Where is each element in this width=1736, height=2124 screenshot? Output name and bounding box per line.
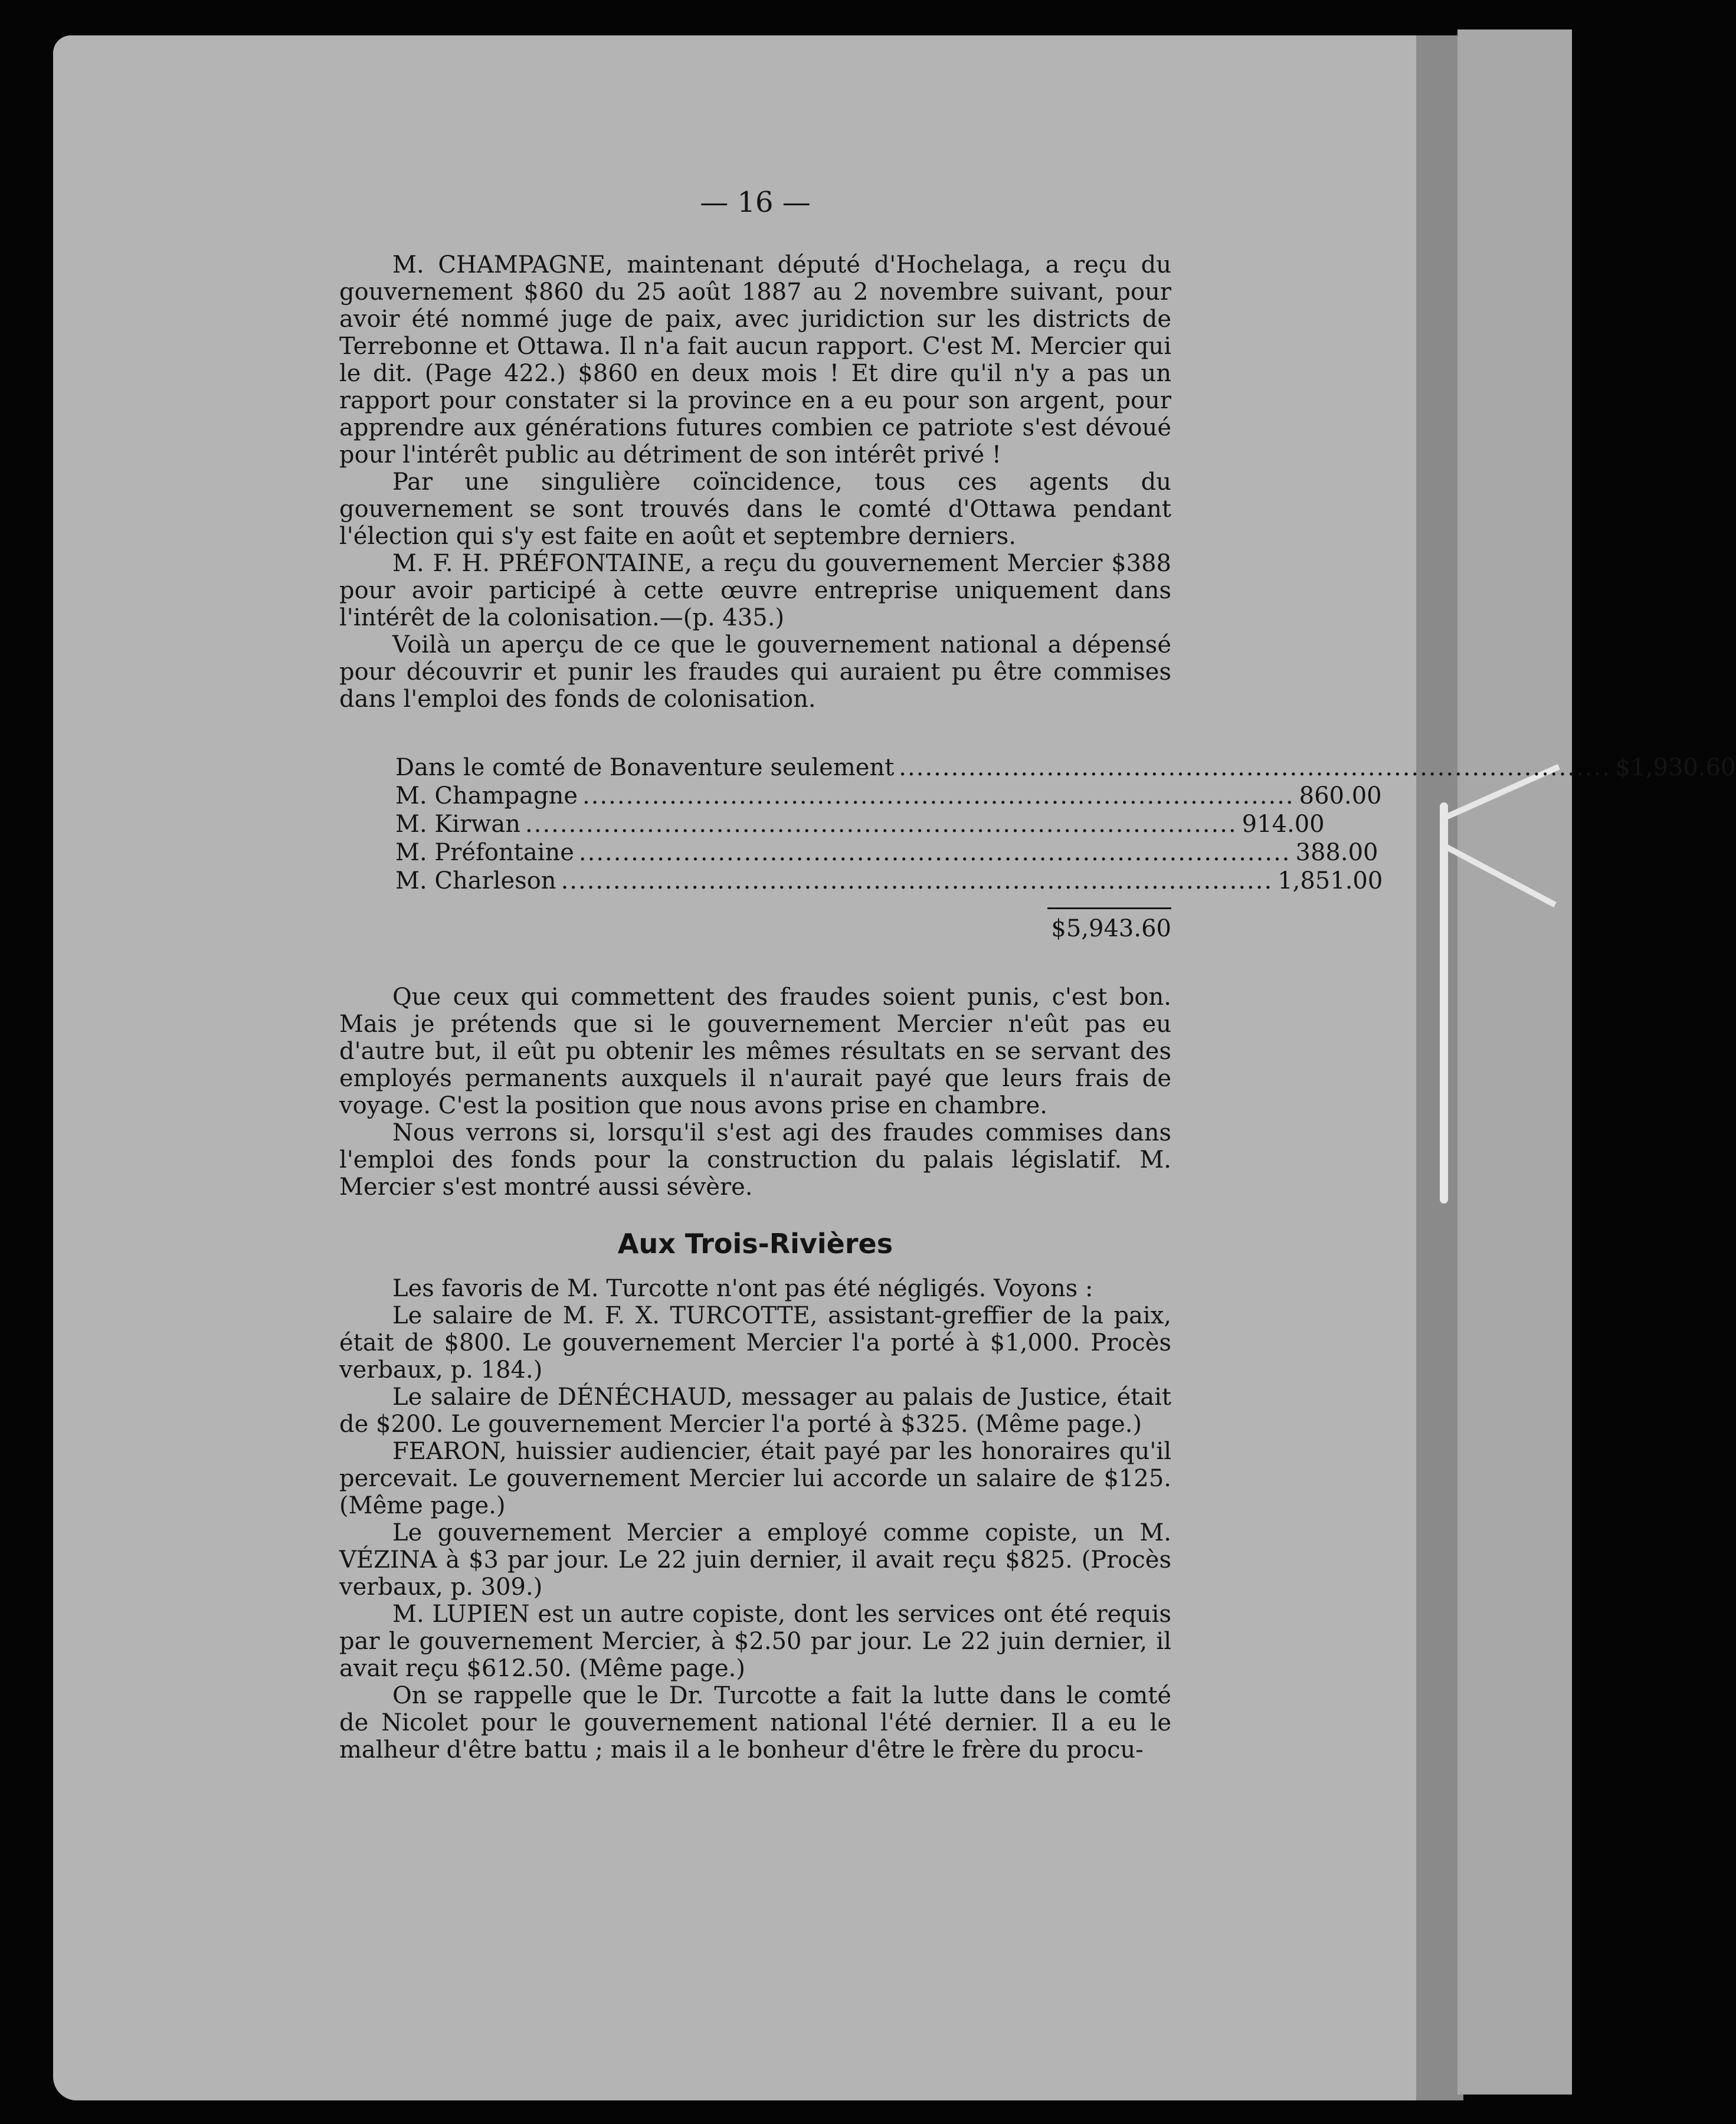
total-rule <box>1047 907 1171 909</box>
expense-row <box>395 867 1383 896</box>
expense-label: M. Champagne <box>395 782 578 809</box>
paragraph-lupien: M. LUPIEN est un autre copiste, dont les services ont été requis par le gouvernement Mercier, à $2.50 par jour. Le 22 juin dernier, il avait reçu $612.50. (Même page.) <box>339 1601 1171 1682</box>
paragraph-apercu: Voilà un aperçu de ce que le gouvernement national a dépensé pour découvrir et punir les fraudes qui auraient pu être commises dans l'emploi des fonds de colonisation. <box>339 631 1171 713</box>
expense-total: $5,943.60 <box>1051 915 1171 942</box>
leader-dots: .................................................................................. <box>525 811 1237 838</box>
expense-label: M. Charleson <box>395 867 556 894</box>
paragraph-fearon: FEARON, huissier audiencier, était payé par les honoraires qu'il percevait. Le gouvernement Mercier lui accorde un salaire de $125. (Même page.) <box>339 1438 1171 1519</box>
paragraph-prefontaine: M. F. H. PRÉFONTAINE, a reçu du gouvernement Mercier $388 pour avoir participé à cette œuvre entreprise uniquement dans l'intérêt de la colonisation.—(p. 435.) <box>339 550 1171 631</box>
expense-amount: 914.00 <box>1242 811 1325 838</box>
paragraph-denechaud: Le salaire de DÉNÉCHAUD, messager au palais de Justice, était de $200. Le gouvernement Mercier l'a porté à $325. (Même page.) <box>339 1384 1171 1438</box>
paragraph-palais: Nous verrons si, lorsqu'il s'est agi des fraudes commises dans l'emploi des fonds pour la construction du palais législatif. M. Mercier s'est montré aussi sévère. <box>339 1119 1171 1201</box>
expense-label: M. Kirwan <box>395 811 521 838</box>
expense-row <box>395 839 1378 867</box>
paragraph-vezina: Le gouvernement Mercier a employé comme copiste, un M. VÉZINA à $3 par jour. Le 22 juin dernier, il avait reçu $825. (Procès verbaux, p. 309.) <box>339 1519 1171 1601</box>
paragraph-coincidence: Par une singulière coïncidence, tous ces agents du gouvernement se sont trouvés dans le comté d'Ottawa pendant l'élection qui s'y est faite en août et septembre derniers. <box>339 468 1171 550</box>
leader-dots: .................................................................................. <box>899 754 1611 781</box>
paragraph-champagne: M. CHAMPAGNE, maintenant député d'Hochelaga, a reçu du gouvernement $860 du 25 août 1887 au 2 novembre suivant, pour avoir été nommé juge de paix, avec juridiction sur les districts de Terrebonne et Ottawa. Il n'a fait aucun rapport. C'est M. Mercier qui le dit. (Page 422.) $860 en deux mois ! Et dire qu'il n'y a pas un rapport pour constater si la province en a eu pour son argent, pour apprendre aux générations futures combien ce patriote s'est dévoué pour l'intérêt public au détriment de son intérêt privé ! <box>339 251 1171 468</box>
paragraph-fraudes: Que ceux qui commettent des fraudes soient punis, c'est bon. Mais je prétends que si le gouvernement Mercier n'eût pas eu d'autre but, il eût pu obtenir les mêmes résultats en se servant des employés permanents auxquels il n'aurait payé que leurs frais de voyage. C'est la position que nous avons prise en chambre. <box>339 984 1171 1119</box>
section-heading: Aux Trois-Rivières <box>617 1228 893 1260</box>
facing-page-edge <box>1457 30 1572 2094</box>
page-content <box>339 186 1736 1764</box>
expense-row <box>395 754 1736 782</box>
expense-table <box>339 754 1736 942</box>
expense-amount: $1,930.60 <box>1615 754 1736 781</box>
expense-label: Dans le comté de Bonaventure seulement <box>395 754 895 781</box>
paragraph-favoris: Les favoris de M. Turcotte n'ont pas été négligés. Voyons : <box>392 1275 1093 1302</box>
expense-row <box>395 782 1382 811</box>
expense-amount: 1,851.00 <box>1278 867 1383 894</box>
paragraph-nicolet: On se rappelle que le Dr. Turcotte a fait la lutte dans le comté de Nicolet pour le gouvernement national l'été dernier. Il a eu le malheur d'être battu ; mais il a le bonheur d'être le frère du procu- <box>339 1682 1171 1764</box>
leader-dots: .................................................................................. <box>561 867 1273 894</box>
paragraph-turcotte: Le salaire de M. F. X. TURCOTTE, assistant-greffier de la paix, était de $800. Le gouvernement Mercier l'a porté à $1,000. Procès verbaux, p. 184.) <box>339 1302 1171 1384</box>
page-number: — 16 — <box>700 186 811 219</box>
expense-amount: 388.00 <box>1295 839 1378 866</box>
leader-dots: .................................................................................. <box>582 782 1295 809</box>
binding-string <box>1440 802 1448 1204</box>
leader-dots: .................................................................................. <box>578 839 1291 866</box>
expense-amount: 860.00 <box>1299 782 1382 809</box>
expense-label: M. Préfontaine <box>395 839 574 866</box>
expense-row <box>395 811 1325 839</box>
